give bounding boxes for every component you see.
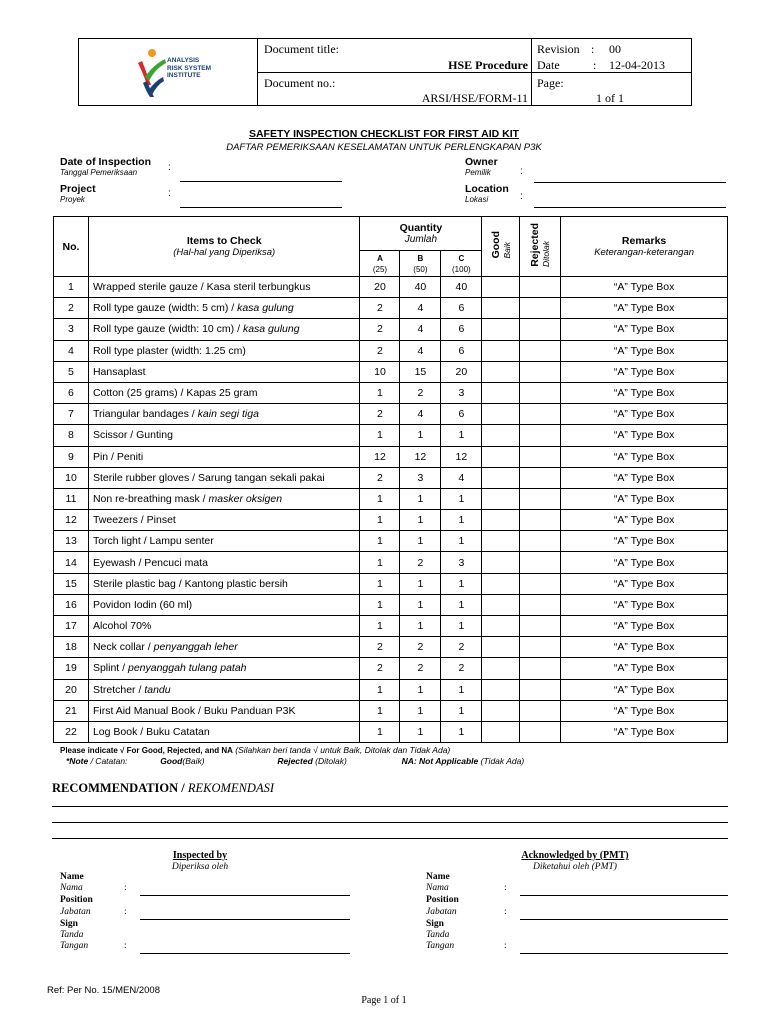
location-field[interactable] xyxy=(534,207,726,208)
remarks: “A” Type Box xyxy=(561,573,728,594)
good-checkbox[interactable] xyxy=(482,488,520,509)
rejected-checkbox[interactable] xyxy=(520,425,561,446)
form-title: SAFETY INSPECTION CHECKLIST FOR FIRST AID KIT xyxy=(248,128,520,140)
sign-label: Sign xyxy=(426,919,444,929)
rejected-checkbox[interactable] xyxy=(520,446,561,467)
item-name: Povidon Iodin (60 ml) xyxy=(88,594,360,615)
name-label: Name xyxy=(426,872,450,882)
col-rejected-header: RejectedDitolak xyxy=(520,217,561,277)
sign-sub: Tanda xyxy=(426,930,450,940)
position-label: Position xyxy=(60,895,93,905)
rejected-checkbox[interactable] xyxy=(520,679,561,700)
row-number: 6 xyxy=(54,382,89,403)
name-label: Name xyxy=(60,872,84,882)
item-name: Alcohol 70% xyxy=(88,616,360,637)
table-row xyxy=(54,425,728,446)
position-field[interactable] xyxy=(520,919,728,920)
recommendation-heading: RECOMMENDATION / REKOMENDASI xyxy=(52,781,274,795)
qty-c: 2 xyxy=(441,637,482,658)
sign-field[interactable] xyxy=(140,953,350,954)
checklist-table xyxy=(53,216,728,743)
row-number: 19 xyxy=(54,658,89,679)
good-checkbox[interactable] xyxy=(482,298,520,319)
table-row xyxy=(54,277,728,298)
qty-c: 1 xyxy=(441,510,482,531)
sign-sub: Tangan xyxy=(426,941,455,951)
qty-b: 4 xyxy=(400,298,441,319)
qty-b: 15 xyxy=(400,361,441,382)
item-name: Tweezers / Pinset xyxy=(88,510,360,531)
good-checkbox[interactable] xyxy=(482,531,520,552)
rejected-checkbox[interactable] xyxy=(520,721,561,742)
good-checkbox[interactable] xyxy=(482,616,520,637)
row-number: 11 xyxy=(54,488,89,509)
item-name: Neck collar / penyanggah leher xyxy=(88,637,360,658)
good-checkbox[interactable] xyxy=(482,467,520,488)
sign-sub: Tangan xyxy=(60,941,89,951)
qty-c: 1 xyxy=(441,616,482,637)
remarks: “A” Type Box xyxy=(561,637,728,658)
sign-field[interactable] xyxy=(520,953,728,954)
qty-a: 20 xyxy=(360,277,400,298)
revision-value: 00 xyxy=(609,42,621,56)
remarks: “A” Type Box xyxy=(561,658,728,679)
remarks: “A” Type Box xyxy=(561,277,728,298)
qty-b: 1 xyxy=(400,488,441,509)
page-value: 1 of 1 xyxy=(596,91,624,105)
qty-c: 1 xyxy=(441,594,482,615)
rejected-checkbox[interactable] xyxy=(520,488,561,509)
qty-b: 3 xyxy=(400,467,441,488)
qty-c: 1 xyxy=(441,573,482,594)
owner-field[interactable] xyxy=(534,182,726,183)
table-row xyxy=(54,721,728,742)
row-number: 14 xyxy=(54,552,89,573)
date-of-inspection-field[interactable] xyxy=(180,181,342,182)
remarks: “A” Type Box xyxy=(561,700,728,721)
item-name: Cotton (25 grams) / Kapas 25 gram xyxy=(88,382,360,403)
good-checkbox[interactable] xyxy=(482,637,520,658)
remarks: “A” Type Box xyxy=(561,361,728,382)
name-sub: Nama xyxy=(426,883,449,893)
table-row xyxy=(54,467,728,488)
logo-cell xyxy=(79,39,258,105)
legend-note: *Note / Catatan: Good(Baik) Rejected (Ditolak) NA: Not Applicable (Tidak Ada) xyxy=(66,756,525,766)
acknowledged-by-heading: Acknowledged by (PMT) xyxy=(521,850,629,861)
qty-c: 6 xyxy=(441,340,482,361)
qty-b: 12 xyxy=(400,446,441,467)
col-remarks-header: Remarks Keterangan-keterangan xyxy=(561,217,728,277)
inspected-by-sub: Diperiksa oleh xyxy=(171,862,229,872)
table-row xyxy=(54,340,728,361)
rejected-checkbox[interactable] xyxy=(520,361,561,382)
qty-a: 1 xyxy=(360,531,400,552)
item-name: Log Book / Buku Catatan xyxy=(88,721,360,742)
item-name: Splint / penyanggah tulang patah xyxy=(88,658,360,679)
item-name: Roll type plaster (width: 1.25 cm) xyxy=(88,340,360,361)
qty-a: 1 xyxy=(360,488,400,509)
table-row xyxy=(54,552,728,573)
table-row xyxy=(54,510,728,531)
good-checkbox[interactable] xyxy=(482,382,520,403)
qty-a: 1 xyxy=(360,616,400,637)
row-number: 1 xyxy=(54,277,89,298)
item-name: Torch light / Lampu senter xyxy=(88,531,360,552)
item-name: Stretcher / tandu xyxy=(88,679,360,700)
owner-label: Owner Pemilik xyxy=(465,156,498,177)
qty-a: 1 xyxy=(360,573,400,594)
table-row xyxy=(54,616,728,637)
rejected-checkbox[interactable] xyxy=(520,340,561,361)
rejected-checkbox[interactable] xyxy=(520,552,561,573)
col-no-header: No. xyxy=(54,217,89,277)
good-checkbox[interactable] xyxy=(482,700,520,721)
qty-a: 2 xyxy=(360,637,400,658)
remarks: “A” Type Box xyxy=(561,446,728,467)
qty-c: 40 xyxy=(441,277,482,298)
qty-b: 2 xyxy=(400,382,441,403)
row-number: 18 xyxy=(54,637,89,658)
qty-col-a-header: A (25) xyxy=(360,251,400,277)
table-row xyxy=(54,446,728,467)
qty-c: 3 xyxy=(441,382,482,403)
qty-a: 2 xyxy=(360,658,400,679)
table-row xyxy=(54,679,728,700)
rejected-checkbox[interactable] xyxy=(520,658,561,679)
row-number: 2 xyxy=(54,298,89,319)
rejected-checkbox[interactable] xyxy=(520,700,561,721)
row-number: 20 xyxy=(54,679,89,700)
remarks: “A” Type Box xyxy=(561,340,728,361)
form-subtitle: DAFTAR PEMERIKSAAN KESELAMATAN UNTUK PERLENGKAPAN P3K xyxy=(226,142,542,153)
table-row xyxy=(54,658,728,679)
good-checkbox[interactable] xyxy=(482,404,520,425)
item-name: Pin / Peniti xyxy=(88,446,360,467)
date-of-inspection-label: Date of Inspection Tanggal Pemeriksaan xyxy=(60,156,152,177)
qty-c: 1 xyxy=(441,700,482,721)
position-label: Position xyxy=(426,895,459,905)
good-checkbox[interactable] xyxy=(482,361,520,382)
item-name: Roll type gauze (width: 5 cm) / kasa gulung xyxy=(88,298,360,319)
table-row xyxy=(54,637,728,658)
table-row xyxy=(54,700,728,721)
remarks: “A” Type Box xyxy=(561,404,728,425)
position-sub: Jabatan xyxy=(426,907,457,917)
rejected-checkbox[interactable] xyxy=(520,404,561,425)
qty-b: 4 xyxy=(400,340,441,361)
row-number: 5 xyxy=(54,361,89,382)
project-label: Project Proyek xyxy=(60,183,96,204)
qty-b: 2 xyxy=(400,552,441,573)
qty-b: 1 xyxy=(400,425,441,446)
remarks: “A” Type Box xyxy=(561,616,728,637)
qty-b: 1 xyxy=(400,531,441,552)
row-number: 3 xyxy=(54,319,89,340)
remarks: “A” Type Box xyxy=(561,594,728,615)
qty-a: 2 xyxy=(360,467,400,488)
good-checkbox[interactable] xyxy=(482,425,520,446)
location-label: Location Lokasi xyxy=(465,183,509,204)
document-header xyxy=(78,38,692,106)
qty-a: 1 xyxy=(360,721,400,742)
page-label: Page: xyxy=(537,76,564,90)
table-row xyxy=(54,531,728,552)
good-checkbox[interactable] xyxy=(482,340,520,361)
qty-c: 2 xyxy=(441,658,482,679)
qty-a: 1 xyxy=(360,425,400,446)
logo-text: ANALYSIS RISK SYSTEM INSTITUTE xyxy=(167,57,212,79)
qty-a: 2 xyxy=(360,404,400,425)
qty-c: 12 xyxy=(441,446,482,467)
row-number: 9 xyxy=(54,446,89,467)
doc-title-label: Document title: xyxy=(264,42,339,56)
rejected-checkbox[interactable] xyxy=(520,573,561,594)
remarks: “A” Type Box xyxy=(561,510,728,531)
item-name: Sterile rubber gloves / Sarung tangan sekali pakai xyxy=(88,467,360,488)
table-row xyxy=(54,404,728,425)
qty-a: 1 xyxy=(360,594,400,615)
qty-c: 1 xyxy=(441,425,482,446)
rejected-checkbox[interactable] xyxy=(520,467,561,488)
table-row xyxy=(54,298,728,319)
qty-a: 2 xyxy=(360,298,400,319)
good-checkbox[interactable] xyxy=(482,446,520,467)
row-number: 22 xyxy=(54,721,89,742)
remarks: “A” Type Box xyxy=(561,488,728,509)
date-label: Date xyxy=(537,58,560,72)
name-field[interactable] xyxy=(520,895,728,896)
doc-title-value: HSE Procedure xyxy=(448,58,528,72)
qty-c: 1 xyxy=(441,679,482,700)
page-number: Page 1 of 1 xyxy=(361,995,407,1006)
table-row xyxy=(54,361,728,382)
table-row xyxy=(54,319,728,340)
qty-a: 1 xyxy=(360,700,400,721)
qty-b: 1 xyxy=(400,616,441,637)
indicate-note: Please indicate √ For Good, Rejected, and NA (Silahkan beri tanda √ untuk Baik, Ditolak dan Tidak Ada) xyxy=(60,745,451,755)
sign-label: Sign xyxy=(60,919,78,929)
row-number: 12 xyxy=(54,510,89,531)
good-checkbox[interactable] xyxy=(482,319,520,340)
col-quantity-header: Quantity Jumlah xyxy=(360,217,482,251)
item-name: Hansaplast xyxy=(88,361,360,382)
name-sub: Nama xyxy=(60,883,83,893)
row-number: 4 xyxy=(54,340,89,361)
inspected-by-heading: Inspected by xyxy=(172,850,228,861)
row-number: 21 xyxy=(54,700,89,721)
qty-b: 1 xyxy=(400,679,441,700)
item-name: Roll type gauze (width: 10 cm) / kasa gulung xyxy=(88,319,360,340)
qty-b: 1 xyxy=(400,510,441,531)
remarks: “A” Type Box xyxy=(561,721,728,742)
qty-a: 2 xyxy=(360,319,400,340)
remarks: “A” Type Box xyxy=(561,679,728,700)
row-number: 8 xyxy=(54,425,89,446)
remarks: “A” Type Box xyxy=(561,298,728,319)
qty-c: 4 xyxy=(441,467,482,488)
col-items-header: Items to Check (Hal-hal yang Diperiksa) xyxy=(88,217,360,277)
qty-c: 20 xyxy=(441,361,482,382)
qty-a: 1 xyxy=(360,382,400,403)
position-sub: Jabatan xyxy=(60,907,91,917)
qty-a: 12 xyxy=(360,446,400,467)
row-number: 16 xyxy=(54,594,89,615)
qty-a: 1 xyxy=(360,510,400,531)
rejected-checkbox[interactable] xyxy=(520,298,561,319)
qty-a: 1 xyxy=(360,552,400,573)
good-checkbox[interactable] xyxy=(482,594,520,615)
item-name: Scissor / Gunting xyxy=(88,425,360,446)
remarks: “A” Type Box xyxy=(561,467,728,488)
item-name: Sterile plastic bag / Kantong plastic bersih xyxy=(88,573,360,594)
col-good-header: GoodBaik xyxy=(482,217,520,277)
table-row xyxy=(54,382,728,403)
qty-b: 1 xyxy=(400,700,441,721)
remarks: “A” Type Box xyxy=(561,319,728,340)
qty-b: 4 xyxy=(400,404,441,425)
qty-a: 2 xyxy=(360,340,400,361)
item-name: First Aid Manual Book / Buku Panduan P3K xyxy=(88,700,360,721)
good-checkbox[interactable] xyxy=(482,721,520,742)
qty-c: 6 xyxy=(441,319,482,340)
good-checkbox[interactable] xyxy=(482,277,520,298)
remarks: “A” Type Box xyxy=(561,531,728,552)
qty-b: 4 xyxy=(400,319,441,340)
row-number: 17 xyxy=(54,616,89,637)
regulation-reference: Ref: Per No. 15/MEN/2008 xyxy=(47,985,160,996)
document-title-cell xyxy=(258,39,532,105)
qty-b: 2 xyxy=(400,658,441,679)
rejected-checkbox[interactable] xyxy=(520,382,561,403)
qty-c: 1 xyxy=(441,721,482,742)
row-number: 7 xyxy=(54,404,89,425)
qty-a: 1 xyxy=(360,679,400,700)
revision-label: Revision xyxy=(537,42,580,56)
qty-col-b-header: B (50) xyxy=(400,251,441,277)
remarks: “A” Type Box xyxy=(561,552,728,573)
name-field[interactable] xyxy=(140,895,350,896)
qty-b: 1 xyxy=(400,721,441,742)
rejected-checkbox[interactable] xyxy=(520,277,561,298)
rejected-checkbox[interactable] xyxy=(520,510,561,531)
doc-no-value: ARSI/HSE/FORM-11 xyxy=(421,91,528,105)
qty-b: 2 xyxy=(400,637,441,658)
sign-sub: Tanda xyxy=(60,930,84,940)
good-checkbox[interactable] xyxy=(482,658,520,679)
project-field[interactable] xyxy=(180,207,342,208)
item-name: Eyewash / Pencuci mata xyxy=(88,552,360,573)
recommendation-line-1[interactable] xyxy=(52,806,728,807)
qty-c: 6 xyxy=(441,404,482,425)
recommendation-line-3[interactable] xyxy=(52,838,728,839)
good-checkbox[interactable] xyxy=(482,573,520,594)
row-number: 10 xyxy=(54,467,89,488)
table-row xyxy=(54,573,728,594)
qty-c: 1 xyxy=(441,488,482,509)
qty-b: 1 xyxy=(400,594,441,615)
acknowledged-by-sub: Diketahui oleh (PMT) xyxy=(533,862,617,872)
good-checkbox[interactable] xyxy=(482,552,520,573)
doc-no-label: Document no.: xyxy=(264,76,336,90)
rejected-checkbox[interactable] xyxy=(520,594,561,615)
position-field[interactable] xyxy=(140,919,350,920)
row-number: 15 xyxy=(54,573,89,594)
qty-a: 10 xyxy=(360,361,400,382)
good-checkbox[interactable] xyxy=(482,510,520,531)
checklist-rows xyxy=(54,277,728,743)
qty-c: 3 xyxy=(441,552,482,573)
table-row xyxy=(54,488,728,509)
qty-b: 1 xyxy=(400,573,441,594)
qty-c: 1 xyxy=(441,531,482,552)
date-value: 12-04-2013 xyxy=(609,58,665,72)
arsi-logo-icon xyxy=(135,47,167,99)
qty-c: 6 xyxy=(441,298,482,319)
qty-col-c-header: C (100) xyxy=(441,251,482,277)
item-name: Triangular bandages / kain segi tiga xyxy=(88,404,360,425)
qty-b: 40 xyxy=(400,277,441,298)
rejected-checkbox[interactable] xyxy=(520,616,561,637)
table-row xyxy=(54,594,728,615)
row-number: 13 xyxy=(54,531,89,552)
rejected-checkbox[interactable] xyxy=(520,531,561,552)
revision-cell: Revision : 00 Date : 12-04-2013 Page: 1 of 1 xyxy=(532,39,691,105)
rejected-checkbox[interactable] xyxy=(520,319,561,340)
rejected-checkbox[interactable] xyxy=(520,637,561,658)
recommendation-line-2[interactable] xyxy=(52,822,728,823)
remarks: “A” Type Box xyxy=(561,382,728,403)
item-name: Wrapped sterile gauze / Kasa steril terbungkus xyxy=(88,277,360,298)
item-name: Non re-breathing mask / masker oksigen xyxy=(88,488,360,509)
good-checkbox[interactable] xyxy=(482,679,520,700)
remarks: “A” Type Box xyxy=(561,425,728,446)
